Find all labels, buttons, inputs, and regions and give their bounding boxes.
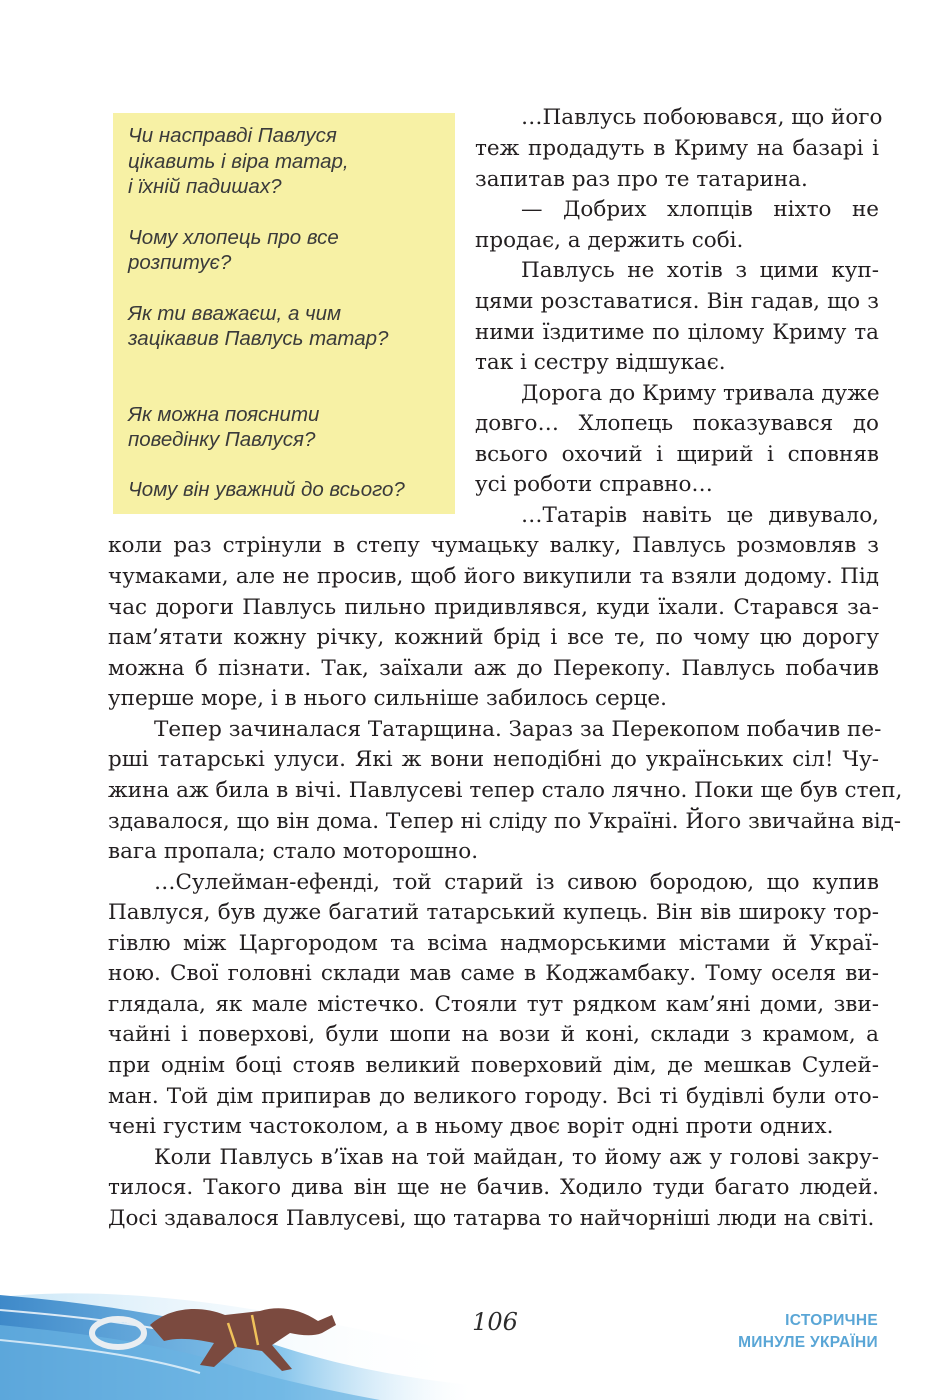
section-title: ІСТОРИЧНЕ МИНУЛЕ УКРАЇНИ <box>738 1312 878 1351</box>
text-line: продає, а держить собі. <box>475 228 744 253</box>
text-line: ман. Той дім припирав до великого городу. Всі ті будівлі були ото- <box>108 1084 879 1109</box>
text-line: чумаками, але не просив, щоб його викупили та взяли додому. Під <box>108 564 879 589</box>
text-line: …Татарів навіть це дивувало, <box>521 503 879 528</box>
text-line: можна б пізнати. Так, заїхали аж до Перекопу. Павлусь побачив <box>108 656 879 681</box>
page-number: 106 <box>472 1308 518 1336</box>
text-line: коли раз стрінули в степу чумацьку валку, Павлусь розмовляв з <box>108 533 879 558</box>
text-line: рші татарські улуси. Які ж вони неподібні до українських сіл! Чу- <box>108 747 879 772</box>
text-line: чені густим частоколом, а в ньому двоє воріт одні проти одних. <box>108 1114 834 1139</box>
footer-decoration <box>0 1285 470 1400</box>
text-line: ною. Свої головні склади мав саме в Коджамбаку. Тому оселя ви- <box>108 961 879 986</box>
text-line: жина аж била в вічі. Павлусеві тепер стало лячно. Поки ще був степ, <box>108 778 903 803</box>
text-line: так і сестру відшукає. <box>475 350 726 375</box>
text-line: при однім боці стояв великий поверховий дім, де мешкав Сулей- <box>108 1053 879 1078</box>
text-line: уперше море, і в нього сильніше забилось серце. <box>108 686 667 711</box>
question-1: Чи насправді Павлуся цікавить і віра татар, і їхній падишах? <box>128 124 349 198</box>
text-line: вага пропала; стало моторошно. <box>108 839 479 864</box>
text-line: …Павлусь побоювався, що його <box>521 105 883 130</box>
question-3: Як ти вважаєш, а чим зацікавив Павлусь татар? <box>128 301 389 350</box>
text-line: цями розставатися. Він гадав, що з <box>475 289 879 314</box>
text-line: глядала, як мале містечко. Стояли тут рядком кам’яні доми, зви- <box>108 992 879 1017</box>
text-line: ними їздитиме по цілому Криму та <box>475 320 879 345</box>
text-line: …Сулейман-ефенді, той старий із сивою бородою, що купив <box>154 870 879 895</box>
text-line: запитав раз про те татарина. <box>475 167 808 192</box>
text-line: Коли Павлусь в’їхав на той майдан, то йому аж у голові закру- <box>154 1145 879 1170</box>
text-line: Дорога до Криму тривала дуже <box>521 381 880 406</box>
question-5: Чому він уважний до всього? <box>128 477 405 501</box>
text-line: час дороги Павлусь пильно придивлявся, куди їхали. Старався за- <box>108 595 879 620</box>
text-line: теж продадуть в Криму на базарі і <box>475 136 879 161</box>
text-line: Павлуся, був дуже багатий татарський купець. Він вів широку тор- <box>108 900 879 925</box>
text-line: гівлю між Царгородом та всіма надморськими містами й Украї- <box>108 931 879 956</box>
text-line: всього охочий і щирий і сповняв <box>475 442 879 467</box>
text-line: Павлусь не хотів з цими куп- <box>521 258 879 283</box>
text-line: Тепер зачиналася Татарщина. Зараз за Перекопом побачив пе- <box>154 717 882 742</box>
text-line: Досі здавалося Павлусеві, що татарва то найчорніші люди на світі. <box>108 1206 875 1231</box>
text-line: довго… Хлопець показувався до <box>475 411 879 436</box>
text-line: усі роботи справно… <box>475 472 713 497</box>
text-line: — Добрих хлопців ніхто не <box>521 197 879 222</box>
text-line: чайні і поверхові, були шопи на вози й коні, склади з крамом, а <box>108 1022 879 1047</box>
text-line: пам’ятати кожну річку, кожний брід і все те, по чому цю дорогу <box>108 625 879 650</box>
text-line: здавалося, що він дома. Тепер ні сліду по Україні. Його звичайна від- <box>108 809 902 834</box>
text-line: тилося. Такого дива він ще не бачив. Ходило туди багато людей. <box>108 1175 879 1200</box>
question-4: Як можна пояснити поведінку Павлуся? <box>128 402 320 451</box>
question-2: Чому хлопець про все розпитує? <box>128 225 339 274</box>
questions-box <box>113 113 455 514</box>
